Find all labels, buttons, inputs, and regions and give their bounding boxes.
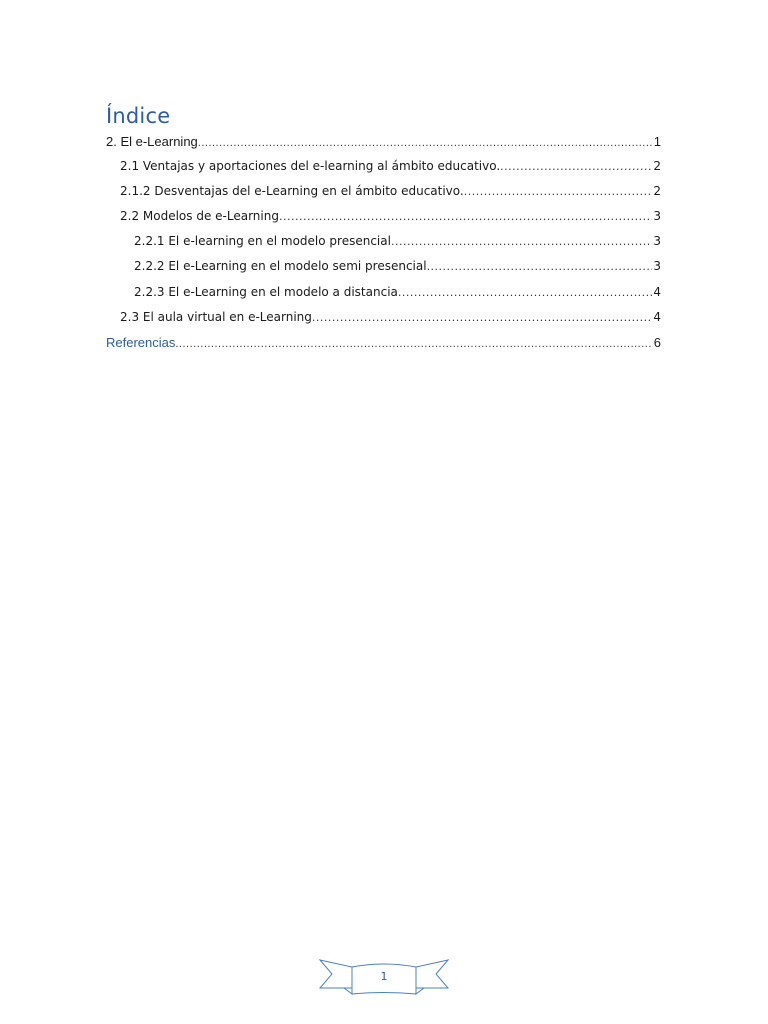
toc-entry-page: 2 [653,159,661,173]
toc-entry-text: 2.1 Ventajas y aportaciones del e-learning al ámbito educativo. [120,159,501,173]
toc-entry-page: 3 [653,209,661,223]
toc-entry[interactable] [120,310,661,328]
toc-leader-dots [312,311,652,324]
page-number: 1 [380,970,388,983]
toc-entry[interactable] [134,234,661,252]
toc-leader-dots [198,137,653,149]
toc-entry-page: 3 [653,234,661,248]
toc-entry-text: 2.2 Modelos de e-Learning [120,209,279,223]
toc-entry-page: 2 [653,184,661,198]
toc-leader-dots [175,338,652,350]
toc-entry-text: 2.1.2 Desventajas del e-Learning en el ámbito educativo. [120,184,464,198]
toc-title: Índice [106,104,171,128]
toc-entry-text: 2.2.1 El e-learning en el modelo presencial [134,234,391,248]
toc-entry-page: 4 [653,285,661,299]
toc-leader-dots [391,235,652,248]
toc-entry[interactable] [120,209,661,227]
toc-entry-text: 2.3 El aula virtual en e-Learning [120,310,312,324]
toc-leader-dots [398,286,652,299]
toc-entry-page: 4 [653,310,661,324]
toc-entry-text: 2.2.3 El e-Learning en el modelo a distancia [134,285,398,299]
toc-entry-page: 1 [653,134,661,149]
toc-leader-dots [464,185,653,198]
toc-entry-text: Referencias [106,335,176,350]
toc-entry[interactable] [106,335,661,353]
toc-leader-dots [427,260,653,273]
toc-leader-dots [279,210,652,223]
toc-entry[interactable] [120,159,661,177]
toc-entry[interactable] [134,285,661,303]
toc-entry[interactable] [120,184,661,202]
toc-entry-page: 6 [653,335,661,350]
toc-entry-page: 3 [653,259,661,273]
toc-entry-text: 2. El e-Learning [106,134,198,149]
toc-entry[interactable] [134,259,661,277]
toc-entry[interactable] [106,134,661,152]
toc-entry-text: 2.2.2 El e-Learning en el modelo semi presencial [134,259,427,273]
toc-leader-dots [500,160,652,173]
